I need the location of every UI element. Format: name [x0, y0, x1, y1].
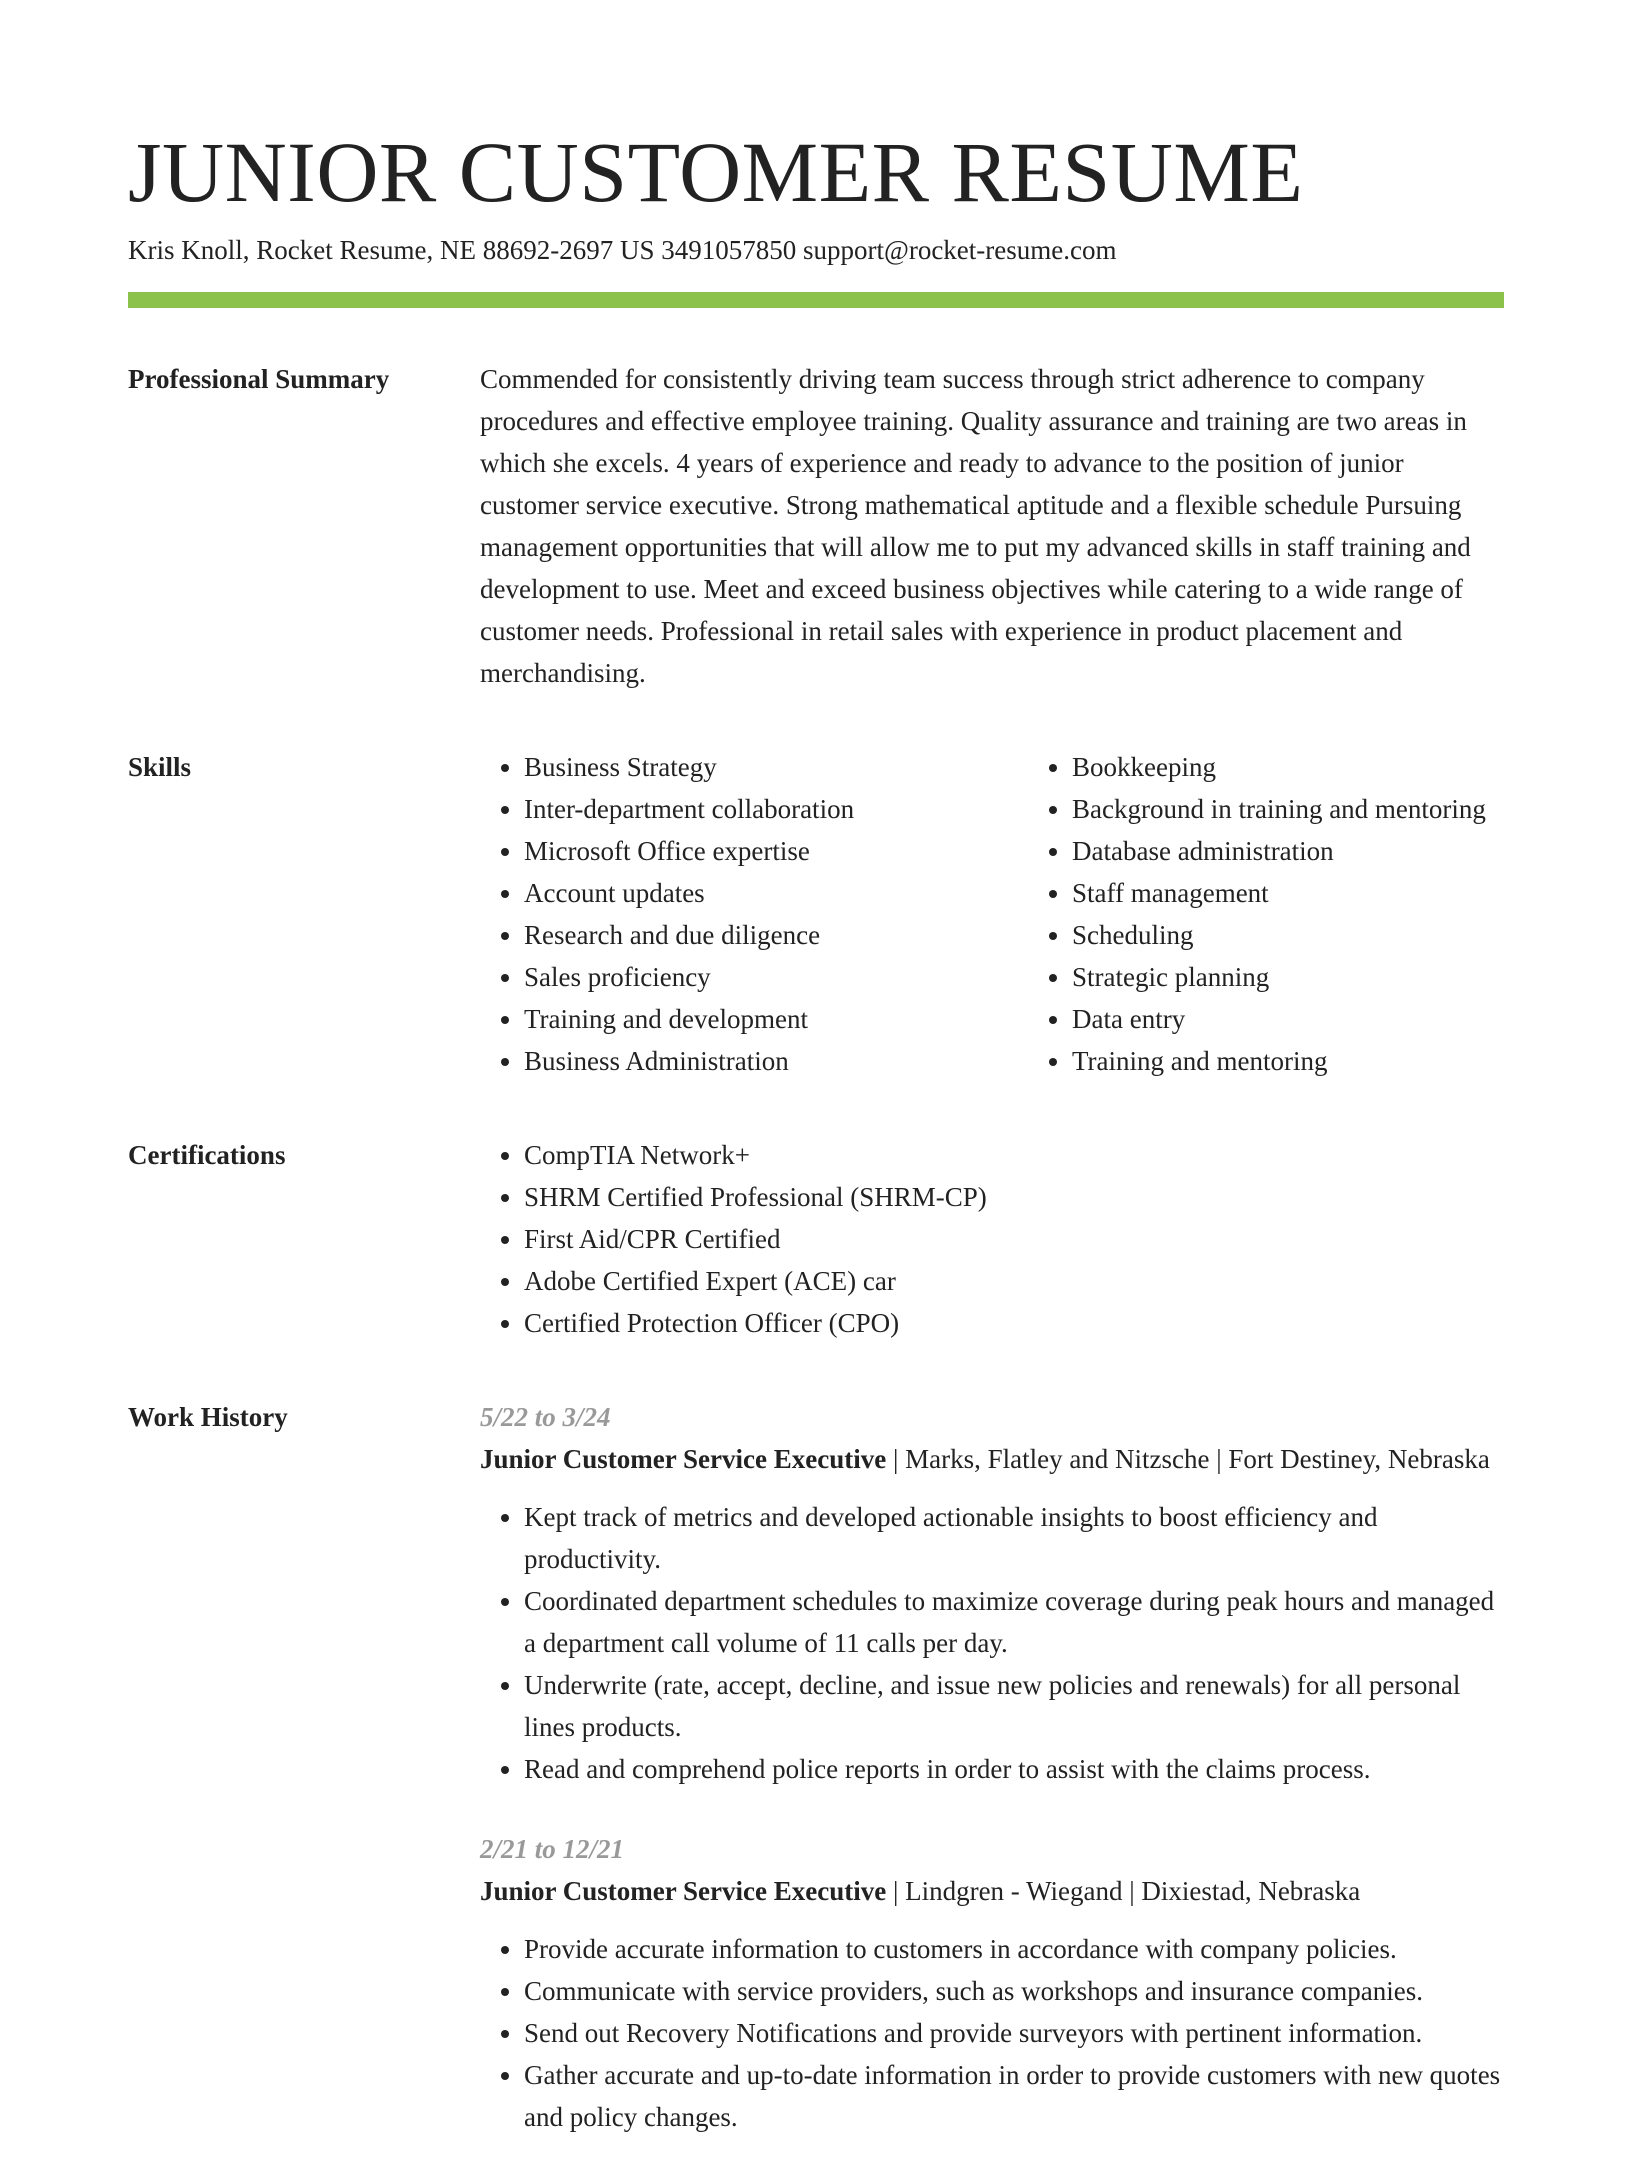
- job-entry: [480, 1396, 1504, 1790]
- skill-item: • Account updates: [524, 872, 1028, 914]
- certification-item: • Adobe Certified Expert (ACE) car: [524, 1260, 1504, 1302]
- job-dates: 2/21 to 12/21: [480, 1834, 625, 1864]
- section-title-certifications: Certifications: [128, 1140, 286, 1170]
- section-title-skills: Skills: [128, 752, 192, 782]
- certification-item: • CompTIA Network+: [524, 1134, 1504, 1176]
- job-bullet: • Coordinated department schedules to maximize coverage during peak hours and managed a department call volume of 11 calls per day.: [524, 1580, 1504, 1664]
- skill-item: • Inter-department collaboration: [524, 788, 1028, 830]
- job-role: Junior Customer Service Executive: [480, 1444, 887, 1474]
- resume-page: [128, 0, 1504, 2176]
- job-company: | Lindgren - Wiegand | Dixiestad, Nebraska: [886, 1876, 1361, 1906]
- skill-item: • Strategic planning: [1072, 956, 1576, 998]
- job-dates: 5/22 to 3/24: [480, 1402, 611, 1432]
- job-company: | Marks, Flatley and Nitzsche | Fort Destiney, Nebraska: [886, 1444, 1490, 1474]
- skill-item: • Business Administration: [524, 1040, 1028, 1082]
- skill-item: • Sales proficiency: [524, 956, 1028, 998]
- header-divider: [128, 292, 1504, 308]
- job-bullet: • Send out Recovery Notifications and provide surveyors with pertinent information.: [524, 2012, 1504, 2054]
- job-bullets: [480, 1496, 1504, 1790]
- skill-item: • Research and due diligence: [524, 914, 1028, 956]
- job-role: Junior Customer Service Executive: [480, 1876, 887, 1906]
- skill-item: • Microsoft Office expertise: [524, 830, 1028, 872]
- job-bullet: • Read and comprehend police reports in order to assist with the claims process.: [524, 1748, 1504, 1790]
- section-title-summary: Professional Summary: [128, 364, 390, 394]
- work-history-section: [128, 1396, 1504, 2176]
- skill-item: • Training and development: [524, 998, 1028, 1040]
- resume-title: JUNIOR CUSTOMER RESUME: [128, 124, 1304, 220]
- skills-list-right: [1028, 746, 1576, 1082]
- certifications-section: [128, 1134, 1504, 1344]
- job-bullet: • Provide accurate information to customers in accordance with company policies.: [524, 1928, 1504, 1970]
- certification-item: • First Aid/CPR Certified: [524, 1218, 1504, 1260]
- skill-item: • Staff management: [1072, 872, 1576, 914]
- skills-list-left: [480, 746, 1028, 1082]
- skill-item: • Data entry: [1072, 998, 1576, 1040]
- job-bullet: • Underwrite (rate, accept, decline, and issue new policies and renewals) for all personal lines products.: [524, 1664, 1504, 1748]
- skill-item: • Bookkeeping: [1072, 746, 1576, 788]
- job-heading: [480, 1870, 1504, 1912]
- skill-item: • Scheduling: [1072, 914, 1576, 956]
- skills-section: [128, 746, 1504, 1082]
- section-title-work-history: Work History: [128, 1402, 288, 1432]
- job-bullet: • Gather accurate and up-to-date information in order to provide customers with new quotes and policy changes.: [524, 2054, 1504, 2138]
- skill-item: • Training and mentoring: [1072, 1040, 1576, 1082]
- job-heading: [480, 1438, 1504, 1480]
- skill-item: • Background in training and mentoring: [1072, 788, 1576, 830]
- certification-item: • SHRM Certified Professional (SHRM-CP): [524, 1176, 1504, 1218]
- job-bullet: • Kept track of metrics and developed actionable insights to boost efficiency and productivity.: [524, 1496, 1504, 1580]
- summary-text: Commended for consistently driving team success through strict adherence to company procedures and effective employee training. Quality assurance and training are two areas in which she excels. 4 years of experience and ready to advance to the position of junior customer service executive. Strong mathematical aptitude and a flexible schedule Pursuing management opportunities that will allow me to put my advanced skills in staff training and development to use. Meet and exceed business objectives while catering to a wide range of customer needs. Professional in retail sales with experience in product placement and merchandising.: [480, 364, 1471, 688]
- certifications-list: [480, 1134, 1504, 1344]
- professional-summary-section: [128, 358, 1504, 694]
- skill-item: • Database administration: [1072, 830, 1576, 872]
- job-bullets: [480, 1928, 1504, 2138]
- job-entry: [480, 1828, 1504, 2138]
- contact-line: Kris Knoll, Rocket Resume, NE 88692-2697 US 3491057850 support@rocket-resume.com: [128, 235, 1117, 265]
- certification-item: • Certified Protection Officer (CPO): [524, 1302, 1504, 1344]
- skill-item: • Business Strategy: [524, 746, 1028, 788]
- job-bullet: • Communicate with service providers, such as workshops and insurance companies.: [524, 1970, 1504, 2012]
